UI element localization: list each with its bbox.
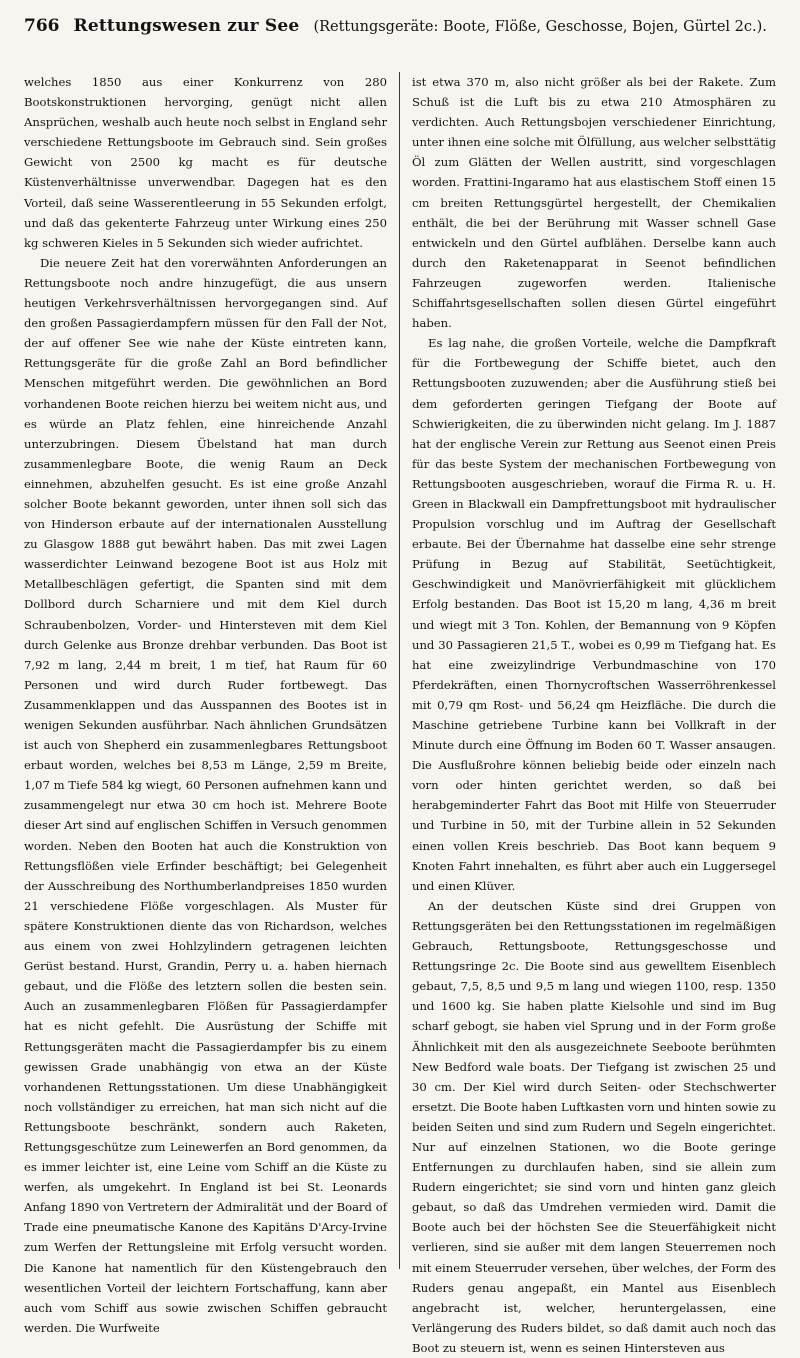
page-subtitle: (Rettungsgeräte: Boote, Flöße, Geschosse, Bojen, Gürtel 2c.). xyxy=(313,19,767,35)
paragraph: Es lag nahe, die großen Vorteile, welche die Dampfkraft für die Fortbewegung der Schiffe bietet, auch den Rettungsbooten zuzuwenden; aber die Ausführung stieß bei dem geforderten geringen Tiefgang der Boote auf Schwierigkeiten, die zu überwinden nicht gelang. Im J. 1887 hat der englische Verein zur Rettung aus Seenot einen Preis für das beste System der mechanischen Fortbewegung von Rettungsbooten ausgeschrieben, worauf die Firma R. u. H. Green in Blackwall ein Dampfrettungsboot mit hydraulischer Propulsion vorschlug und im Auftrag der Gesellschaft erbaute. Bei der Übernahme hat dasselbe eine sehr strenge Prüfung in Bezug auf Stabilität, Seetüchtigkeit, Geschwindigkeit und Manövrierfähigkeit mit glücklichem Erfolg bestanden. Das Boot ist 15,20 m lang, 4,36 m breit und wiegt mit 3 Ton. Kohlen, der Bemannung von 9 Köpfen und 30 Passagieren 21,5 T., wobei es 0,99 m Tiefgang hat. Es hat eine zweizylindrige Verbundmaschine von 170 Pferdekräften, einen Thornycroftschen Wasserröhrenkessel mit 0,79 qm Rost- und 56,24 qm Heizfläche. Die durch die Maschine getriebene Turbine kann bei Vollkraft in der Minute durch eine Öffnung im Boden 60 T. Wasser ansaugen. Die Ausflußrohre können beliebig beide oder einzeln nach vorn oder hinten gerichtet werden, so daß bei herabgeminderter Fahrt das Boot mit Hilfe von Steuerruder und Turbine in 50, mit der Turbine allein in 52 Sekunden einen vollen Kreis beschrieb. Das Boot kann bequem 9 Knoten Fahrt innehalten, es führt aber auch ein Luggersegel und einen Klüver. xyxy=(412,336,776,893)
text-columns xyxy=(18,72,782,1355)
paragraph: Die neuere Zeit hat den vorerwähnten Anforderungen an Rettungsboote noch andre hinzugefügt, die aus unsern heutigen Verkehrsverhältnissen hervorgegangen sind. Auf den großen Passagierdampfern müssen für den Fall der Not, der auf offener See wie nahe der Küste eintreten kann, Rettungsgeräte für die große Zahl an Bord befindlicher Menschen mitgeführt werden. Die gewöhnlichen an Bord vorhandenen Boote reichen hierzu bei weitem nicht aus, und es würde an Platz fehlen, eine hinreichende Anzahl unterzubringen. Diesem Übelstand hat man durch zusammenlegbare Boote, die wenig Raum an Deck einnehmen, abzuhelfen gesucht. Es ist eine große Anzahl solcher Boote bekannt geworden, unter ihnen soll sich das von Hinderson erbaute auf der internationalen Ausstellung zu Glasgow 1888 gut bewährt haben. Das mit zwei Lagen wasserdichter Leinwand bezogene Boot ist aus Holz mit Metallbeschlägen gefertigt, die Spanten sind mit dem Dollbord durch Scharniere und mit dem Kiel durch Schraubenbolzen, Vorder- und Hintersteven mit dem Kiel durch Gelenke aus Bronze drehbar verbunden. Das Boot ist 7,92 m lang, 2,44 m breit, 1 m tief, hat Raum für 60 Personen und wird durch Ruder fortbewegt. Das Zusammenklappen und das Ausspannen des Bootes ist in wenigen Sekunden ausführbar. Nach ähnlichen Grundsätzen ist auch von Shepherd ein zusammenlegbares Rettungsboot erbaut worden, welches bei 8,53 m Länge, 2,59 m Breite, 1,07 m Tiefe 584 kg wiegt, 60 Personen aufnehmen kann und zusammengelegt nur etwa 30 cm hoch ist. Mehrere Boote dieser Art sind auf englischen Schiffen in Versuch genommen worden. Neben den Booten hat auch die Konstruktion von Rettungsflößen viele Erfinder beschäftigt; bei Gelegenheit der Ausschreibung des Northumberlandpreises 1850 wurden 21 verschiedene Flöße vorgeschlagen. Als Muster für spätere Konstruktionen diente das von Richardson, welches aus einem von zwei Hohlzylindern getragenen leichten Gerüst bestand. Hurst, Grandin, Perry u. a. haben hiernach gebaut, und die Flöße des letztern sollen die besten sein. Auch an zusammenlegbaren Flößen für Passagierdampfer hat es nicht gefehlt. Die Ausrüstung der Schiffe mit Rettungsgeräten macht die Passagierdampfer bis zu einem gewissen Grade unabhängig von etwa an der Küste vorhandenen Rettungsstationen. Um diese Unabhängigkeit noch vollständiger zu erreichen, hat man sich nicht auf die Rettungsboote beschränkt, sondern auch Raketen, Rettungsgeschütze zum Leinewerfen an Bord genommen, da es immer leichter ist, eine Leine vom Schiff an die Küste zu werfen, als umgekehrt. In England ist bei St. Leonards Anfang 1890 von Vertretern der Admiralität und der Board of Trade eine pneumatische Kanone des Kapitäns D'Arcy-Irvine zum Werfen der Rettungsleine mit Erfolg versucht worden. Die Kanone hat namentlich für den Küstengebrauch den wesentlichen Vorteil der leichtern Fortschaffung, kann aber auch vom Schiff aus sowie zwischen Schiffen gebraucht werden. Die Wurfweite xyxy=(24,255,387,1335)
paragraph: An der deutschen Küste sind drei Gruppen von Rettungsgeräten bei den Rettungsstationen im regelmäßigen Gebrauch, Rettungsboote, Rettungsgeschosse und Rettungsringe 2c. Die Boote sind aus gewelltem Eisenblech gebaut, 7,5, 8,5 und 9,5 m lang und wiegen 1100, resp. 1350 und 1600 kg. Sie haben platte Kielsohle und sind im Bug scharf gebogt, sie haben viel Sprung und in der Form große Ähnlichkeit mit den als ausgezeichnete Seeboote berühmten New Bedford wale boats. Der Tiefgang ist zwischen 25 und 30 cm. Der Kiel wird durch Seiten- oder Stechschwerter ersetzt. Die Boote haben Luftkasten vorn und hinten sowie zu beiden Seiten und sind zum Rudern und Segeln eingerichtet. Nur auf einzelnen Stationen, wo die Boote geringe Entfernungen zu durchlaufen haben, sind sie allein zum Rudern eingerichtet; sie sind vorn und hinten ganz gleich gebaut, so daß das Umdrehen vermieden wird. Damit die Boote auch bei der höchsten See die Steuerfähigkeit nicht verlieren, sind sie außer mit dem langen Steuerremen noch mit einem Steuerruder versehen, über welches, der Form des Ruders genau angepaßt, ein Mantel aus Eisenblech angebracht ist, welcher, heruntergelassen, eine Verlängerung des Ruders bildet, so daß damit auch noch das Boot zu steuern ist, wenn es seinen Hintersteven aus xyxy=(412,898,776,1355)
right-column xyxy=(400,72,782,1355)
left-column xyxy=(18,72,400,1335)
page-title: Rettungswesen zur See xyxy=(73,16,300,36)
page-header xyxy=(18,12,782,39)
paragraph: ist etwa 370 m, also nicht größer als bei der Rakete. Zum Schuß ist die Luft bis zu etwa 210 Atmosphären zu verdichten. Auch Rettungsbojen verschiedener Einrichtung, unter ihnen eine solche mit Ölfüllung, aus welcher selbsttätig Öl zum Glätten der Wellen austritt, sind vorgeschlagen worden. Frattini-Ingaramo hat aus elastischem Stoff einen 15 cm breiten Rettungsgürtel hergestellt, der Chemikalien enthält, die bei der Berührung mit Wasser schnell Gase entwickeln und den Gürtel aufblähen. Derselbe kann auch durch den Raketenapparat in Seenot befindlichen Fahrzeugen zugeworfen werden. Italienische Schiffahrtsgesellschaften sollen diesen Gürtel eingeführt haben. xyxy=(412,75,776,331)
page-number: 766 xyxy=(24,16,60,36)
paragraph: welches 1850 aus einer Konkurrenz von 280 Bootskonstruktionen hervorging, genügt nicht allen Ansprüchen, weshalb auch heute noch selbst in England sehr verschiedene Rettungsboote im Gebrauch sind. Sein großes Gewicht von 2500 kg macht es für deutsche Küstenverhältnisse unverwendbar. Dagegen hat es den Vorteil, daß seine Wasserentleerung in 55 Sekunden erfolgt, und daß das gekenterte Fahrzeug unter Wirkung eines 250 kg schweren Kieles in 5 Sekunden sich wieder aufrichtet. xyxy=(24,75,387,250)
